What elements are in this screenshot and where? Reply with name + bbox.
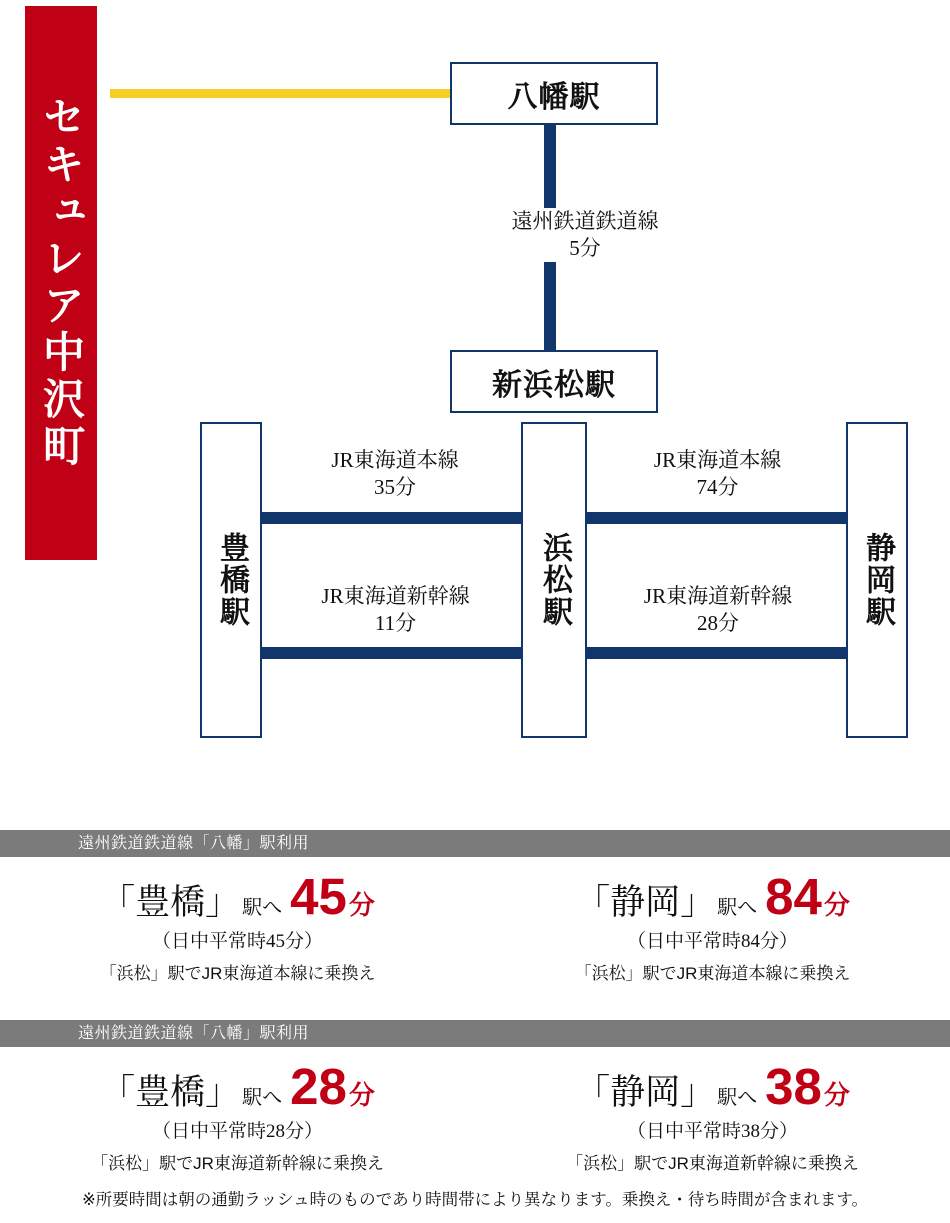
route-transfer-note: 「浜松」駅でJR東海道本線に乗換え bbox=[99, 964, 376, 983]
line-label-entetsu bbox=[470, 208, 700, 262]
line-name: 遠州鉄道鉄道線 bbox=[511, 209, 659, 233]
route-minutes: 38 bbox=[765, 1058, 822, 1115]
route-minutes: 45 bbox=[290, 868, 347, 925]
tokaido-main-line-right-segment bbox=[583, 512, 851, 524]
station-box-shizuoka bbox=[846, 422, 908, 738]
route-item bbox=[0, 1047, 475, 1174]
station-label-hamamatsu: 浜松駅 bbox=[538, 532, 571, 628]
footnote: ※所要時間は朝の通勤ラッシュ時のものであり時間帯により異なります。乗換え・待ち時間が含まれます。 bbox=[81, 1191, 869, 1209]
route-transfer-note: 「浜松」駅でJR東海道新幹線に乗換え bbox=[566, 1154, 859, 1173]
access-info-block-2 bbox=[0, 1020, 950, 1174]
line-name: JR東海道新幹線 bbox=[321, 584, 470, 608]
property-name-label: セキュレア中沢町 bbox=[38, 95, 85, 471]
route-daytime: （日中平常時45分） bbox=[151, 931, 323, 952]
tokaido-shinkansen-right-segment bbox=[583, 647, 851, 659]
line-time: 74分 bbox=[696, 474, 739, 499]
line-name: JR東海道新幹線 bbox=[643, 584, 793, 608]
route-headline bbox=[0, 1058, 475, 1115]
line-time: 35分 bbox=[374, 474, 416, 499]
route-item bbox=[0, 857, 475, 984]
route-direction: 駅へ bbox=[242, 897, 283, 919]
tokaido-main-line-left-segment bbox=[258, 512, 526, 524]
line-label-main-right bbox=[590, 447, 845, 501]
station-box-yahata bbox=[450, 62, 658, 125]
property-name-banner bbox=[25, 6, 97, 560]
route-daytime: （日中平常時84分） bbox=[626, 931, 798, 952]
route-minutes-unit: 分 bbox=[823, 1080, 850, 1110]
route-headline bbox=[0, 868, 475, 925]
info-block-header: 遠州鉄道鉄道線「八幡」駅利用 bbox=[0, 830, 950, 857]
line-label-main-left bbox=[270, 447, 520, 501]
station-box-toyohashi bbox=[200, 422, 262, 738]
route-direction: 駅へ bbox=[717, 897, 758, 919]
route-station: 「静岡」 bbox=[575, 1073, 716, 1112]
route-daytime: （日中平常時28分） bbox=[151, 1121, 323, 1142]
route-station: 「静岡」 bbox=[575, 883, 716, 922]
line-time: 5分 bbox=[569, 235, 601, 260]
station-box-shinhamamatsu bbox=[450, 350, 658, 413]
route-minutes: 84 bbox=[765, 868, 822, 925]
access-info-block-1 bbox=[0, 830, 950, 984]
line-name: JR東海道本線 bbox=[653, 448, 782, 472]
route-station: 「豊橋」 bbox=[100, 883, 241, 922]
route-minutes-unit: 分 bbox=[823, 890, 850, 920]
tokaido-shinkansen-left-segment bbox=[258, 647, 526, 659]
route-direction: 駅へ bbox=[242, 1087, 283, 1109]
route-minutes-unit: 分 bbox=[348, 1080, 375, 1110]
route-transfer-note: 「浜松」駅でJR東海道本線に乗換え bbox=[574, 964, 851, 983]
station-label-yahata: 八幡駅 bbox=[507, 80, 601, 114]
route-daytime: （日中平常時38分） bbox=[626, 1121, 798, 1142]
station-label-shizuoka: 静岡駅 bbox=[861, 532, 894, 628]
line-time: 11分 bbox=[374, 610, 417, 635]
line-label-shinkansen-right bbox=[588, 583, 848, 637]
station-box-hamamatsu bbox=[521, 422, 587, 738]
route-headline bbox=[475, 868, 950, 925]
route-minutes: 28 bbox=[290, 1058, 347, 1115]
route-station: 「豊橋」 bbox=[100, 1073, 241, 1112]
station-label-toyohashi: 豊橋駅 bbox=[215, 532, 248, 628]
info-block-header: 遠州鉄道鉄道線「八幡」駅利用 bbox=[0, 1020, 950, 1047]
line-time: 28分 bbox=[697, 610, 739, 635]
bus-route-line bbox=[110, 89, 455, 98]
route-item bbox=[475, 857, 950, 984]
station-label-shinhamamatsu: 新浜松駅 bbox=[492, 368, 616, 402]
route-headline bbox=[475, 1058, 950, 1115]
route-list bbox=[0, 857, 950, 984]
route-item bbox=[475, 1047, 950, 1174]
line-name: JR東海道本線 bbox=[331, 448, 459, 472]
route-direction: 駅へ bbox=[717, 1087, 758, 1109]
route-list bbox=[0, 1047, 950, 1174]
route-minutes-unit: 分 bbox=[348, 890, 375, 920]
line-label-shinkansen-left bbox=[268, 583, 523, 637]
route-transfer-note: 「浜松」駅でJR東海道新幹線に乗換え bbox=[91, 1154, 384, 1173]
